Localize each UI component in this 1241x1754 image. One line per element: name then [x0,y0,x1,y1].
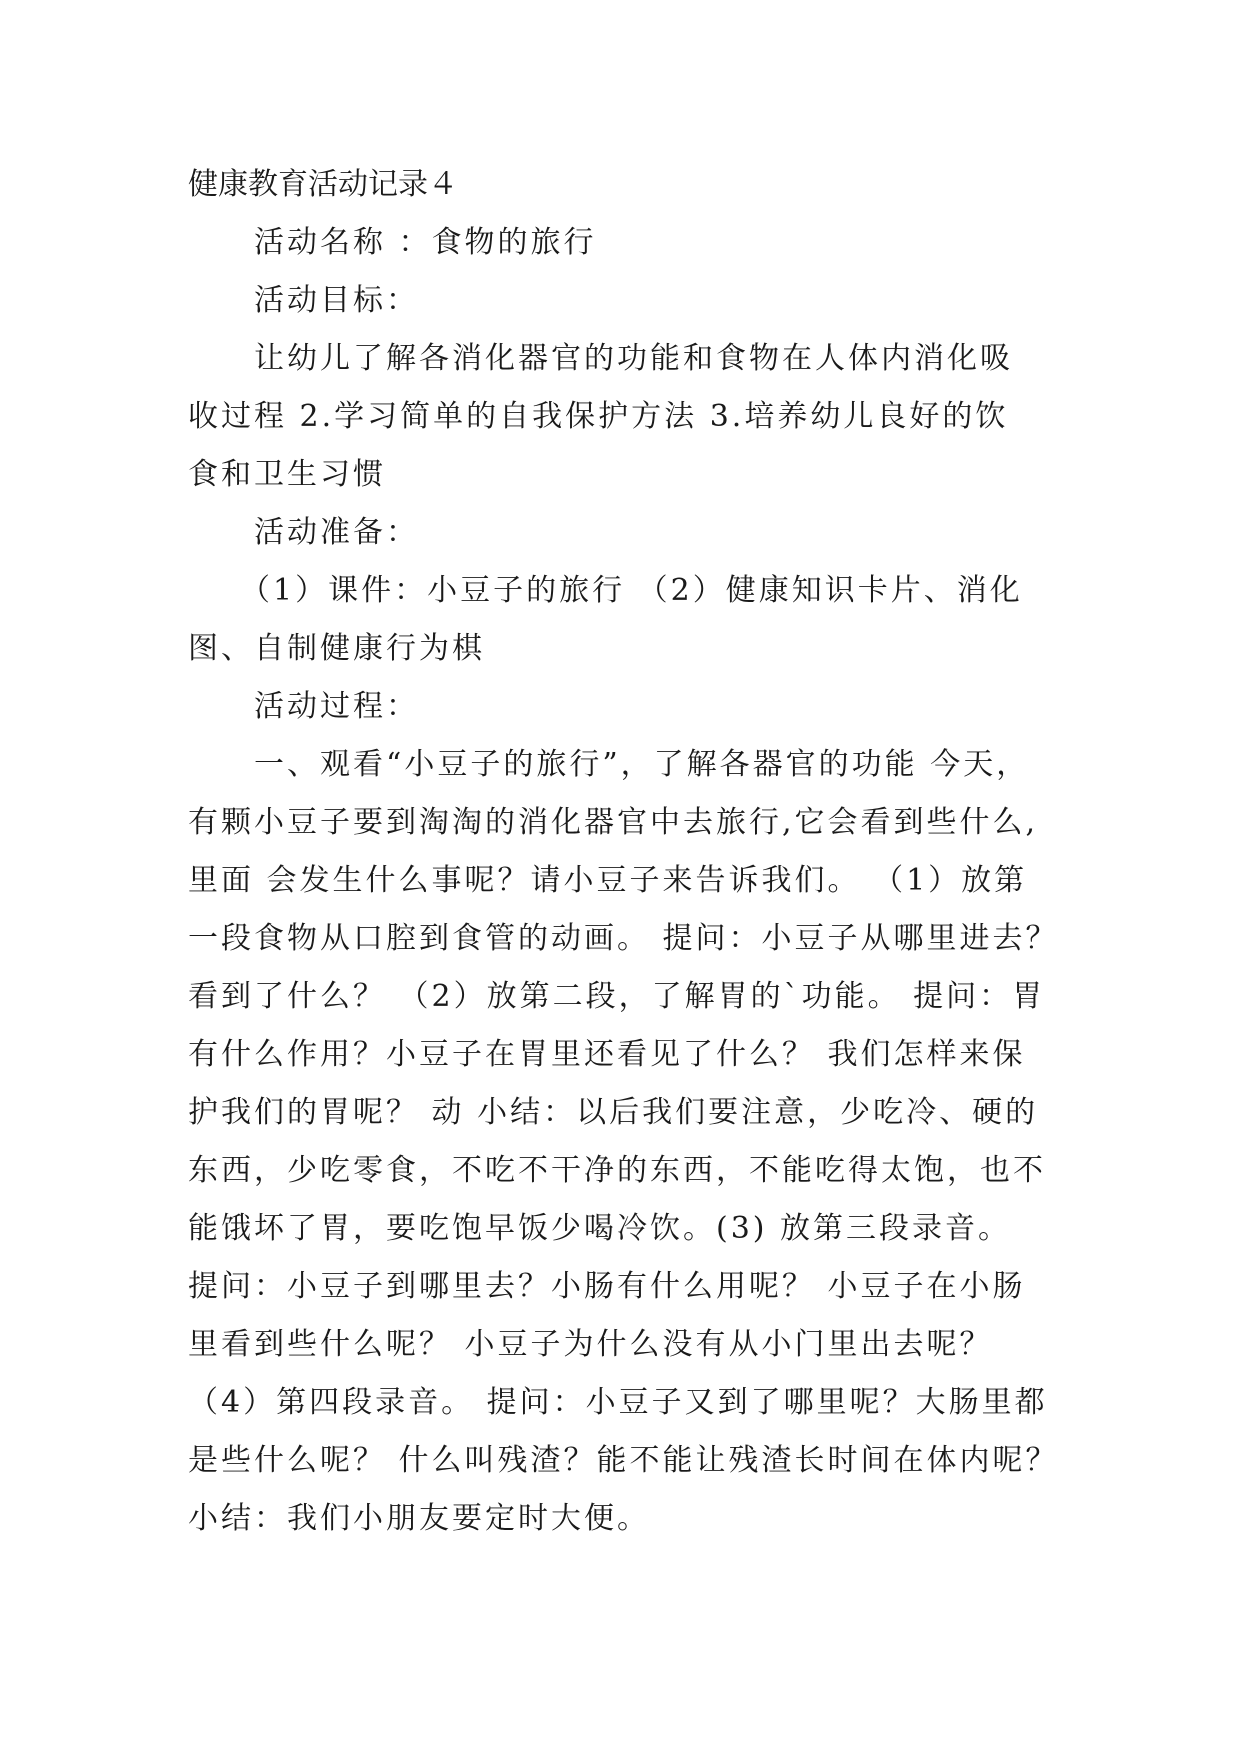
text-line: 活动名称 ：食物的旅行 [254,225,597,260]
document-page [188,156,1060,1548]
text-line: 活动目标： [254,283,419,318]
activity-prep-heading [188,504,1060,562]
text-line: 食和卫生习惯 [188,457,386,492]
activity-process-heading [188,678,1060,736]
activity-process-body [188,736,1060,1548]
text-line: 提问：小豆子到哪里去？小肠有什么用呢？ 小豆子在小肠 [188,1269,1026,1304]
text-line: 护我们的胃呢？ 动 小结：以后我们要注意，少吃冷、硬的 [188,1095,1039,1130]
text-line: 有颗小豆子要到淘淘的消化器官中去旅行,它会看到些什么, [188,805,1039,840]
text-line: （4）第四段录音。 提问：小豆子又到了哪里呢？大肠里都 [188,1385,1048,1420]
activity-goal-body [188,330,1060,504]
text-line: 里看到些什么呢？ 小豆子为什么没有从小门里出去呢？ [188,1327,993,1362]
activity-goal-heading [188,272,1060,330]
text-line: 活动过程： [254,689,419,724]
text-line: 一段食物从口腔到食管的动画。 提问：小豆子从哪里进去？ [188,921,1059,956]
text-line: 活动准备： [254,515,419,550]
text-line: 东西，少吃零食，不吃不干净的东西，不能吃得太饱，也不 [188,1153,1046,1188]
text-line: 图、自制健康行为棋 [188,631,485,666]
text-line: 让幼儿了解各消化器官的功能和食物在人体内消化吸 [254,341,1013,376]
text-line: 收过程 2.学习简单的自我保护方法 3.培养幼儿良好的饮 [188,399,1009,434]
text-line: 小结：我们小朋友要定时大便。 [188,1501,650,1536]
document-title: 健康教育活动记录４ [188,167,458,202]
activity-name [188,214,1060,272]
activity-prep-body [188,562,1060,678]
text-line: 能饿坏了胃，要吃饱早饭少喝冷饮。(3) 放第三段录音。 [188,1211,1012,1246]
text-line: （1）课件：小豆子的旅行 （2）健康知识卡片、消化 [240,573,1023,608]
text-line: 看到了什么？ （2）放第二段，了解胃的`功能。 提问：胃 [188,979,1046,1014]
text-line: 有什么作用？小豆子在胃里还看见了什么？ 我们怎样来保 [188,1037,1026,1072]
text-line: 一、观看“小豆子的旅行”，了解各器官的功能 今天， [254,747,1030,782]
text-line: 里面 会发生什么事呢？请小豆子来告诉我们。 （1）放第 [188,863,1028,898]
text-line: 是些什么呢？ 什么叫残渣？能不能让残渣长时间在体内呢？ [188,1443,1059,1478]
